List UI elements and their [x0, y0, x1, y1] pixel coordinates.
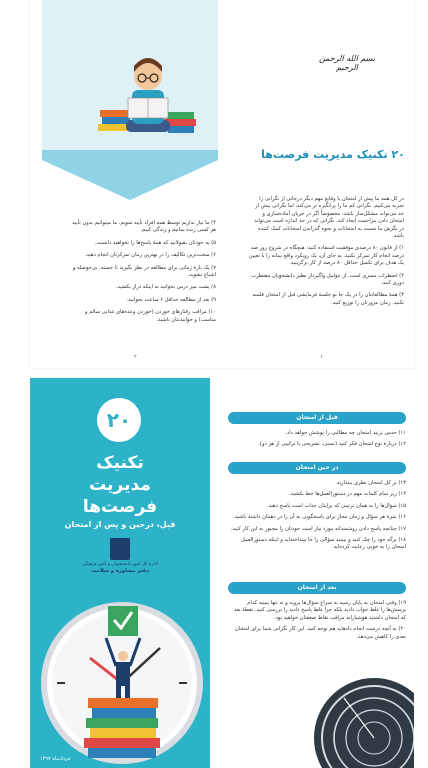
list-item: ۱۳) بر کل امتحان نظری بیندازید.: [335, 480, 406, 486]
org-line: اداره کل امور دانشجویان و امور فرهنگی: [82, 562, 158, 567]
organization-name: [50, 562, 190, 574]
page-number: ۲: [134, 354, 137, 360]
list-item: ۱۴) زیر تمام کلمات مهم در دستورالعمل‌ها خط بکشید.: [288, 491, 406, 498]
section-heading-during: در حین امتحان: [228, 462, 406, 474]
page-number: ۱: [320, 354, 323, 360]
cover-title-line: فرصت‌ها: [82, 497, 158, 517]
publication-date: خردادماه ۱۳۹۷: [40, 756, 71, 762]
list-item: ۹) بعد از مطالعه حداقل ۶ ساعت بخوابید.: [126, 296, 216, 303]
list-item: ۱۱) حدس بزنید امتحان چه مطالبی را پوشش خواهد داد.: [285, 430, 406, 436]
list-item: ۵) به خودتان بقبولانید که همهٔ پاسخ‌ها را نخواهید دانست.: [94, 239, 216, 246]
cover-subtitle: قبل، درحین و پس از امتحان: [64, 520, 176, 529]
list-item: ۱۶) نمرهٔ هر سؤال و زمان مجاز برای پاسخگویی به آن را در ذهنتان داشته باشید.: [233, 514, 406, 521]
basmala: بسم الله الرحمن الرحیم: [318, 54, 376, 72]
clock-books-illustration: [30, 578, 210, 768]
cover-title-line: مدیریت: [89, 475, 151, 495]
list-item: ۸) پشت میز درس بخوانید نه اینکه دراز بکشید.: [115, 284, 216, 291]
university-logo-icon: [110, 538, 130, 560]
intro-paragraph: در کل همه ما پیش از امتحان یا وقایع مهم دیگر درجاتی از نگرانی را تجربه می‌کنیم. نگرانی کم ما را پرانگیزه تر می‌کند، اما نگرانی بیش از حد می‌تواند مشکل‌ساز باشد. مخصوصاً اگر در جریان آماده‌سازی و امتحان دادن مزاحمت ایجاد کند. نگرانی که در حد اندازه است می‌تواند در نگرش ما نسبت به امتحانات و نحوه گذراندن امتحانات کمک کننده باشد.: [254, 196, 404, 240]
list-item: ۲) اضطراب مسری است. از عوامل واگیرداز نظیر دانشجویان مضطرب دوری کنید.: [251, 272, 404, 287]
right-page: [228, 0, 414, 368]
number-badge: [97, 398, 141, 442]
list-item: ۴) ما نیاز نداریم توسط همه افراد تأیید شویم. ما میتوانیم بدون تأیید هر کسی زنده بمانیم و زندگی کنیم.: [72, 220, 216, 234]
list-item: ۶) سخت‌ترین تکالیف را در بهترین زمان تمرکزتان انجام دهید.: [84, 252, 216, 259]
left-page-body: [66, 220, 216, 329]
page-title: ۲۰ تکنیک مدیریت فرصت‌ها: [261, 148, 405, 161]
tips-panel: [220, 378, 414, 768]
cover-title-line: تکنیک: [96, 453, 144, 473]
list-item: ۱۸) برگه خود را چک کنید و ببینید سؤالی را جا نینداخته‌اید و اینکه دستورالعمل امتحان را به خوبی رعایت کرده‌اید.: [241, 537, 406, 551]
list-item: ۱۲) دربارهٔ نوع امتحان فکر کنید (تستی، تشریحی یا ترکیبی از هر دو).: [258, 441, 406, 448]
right-page-body: [248, 196, 404, 312]
cover-panel: [30, 378, 210, 768]
list-item: ۱۹) وقتی امتحان به پایان رسید به سراغ سؤال‌ها بروید و نه تنها ببینید کدام پرسش‌ها را غلط جواب دادید بلکه چرا غلط پاسخ دادید را بررسی کنید. نقطهٔ بعد که امتحان داشتید هوشیارانه مراقب نقاط ضعفتان خواهید بود.: [233, 600, 406, 621]
after-list: [230, 600, 406, 645]
list-item: ۱۵) سؤال‌ها را به همان ترتیبی که برایتان جذاب است پاسخ دهید.: [266, 502, 406, 509]
list-item: ۱۷) چنانچه پاسخ دادن روشمندانه مورد نیاز است خودتان را مجبور به این کار کنید.: [230, 525, 406, 532]
list-item: ۳) همهٔ مطالعاتتان را در یک جا نو جلسهٔ فرمایشی قبل از امتحان قلمبه نکنید. زمان مرورتان را توزیع کنید.: [252, 292, 404, 306]
section-heading-before: قبل از امتحان: [228, 412, 406, 424]
top-spread: [30, 0, 414, 368]
spiral-clock-illustration: [304, 668, 414, 768]
org-line: دفتر مشاوره و سلامت: [91, 568, 149, 574]
list-item: ۲۰) به آنچه درست انجام دادهاید هم توجه کنید. این کار نگرانی شما برای امتحان بعدی را کاهش می‌دهد.: [234, 626, 406, 640]
list-item: ۱۰) مراقب رفتارهای خوردن (خوردن وعده‌های غذایی سالم و مناسب) و خوابیدنتان باشید.: [84, 309, 216, 323]
badge-number: ۲۰: [106, 408, 132, 432]
reading-boy-illustration: [92, 40, 202, 150]
list-item: ۷) یک بازهٔ زمانی برای مطالعه در نظر بگیرید تا خسته، بی‌حوصله و اشباع نشوید.: [72, 264, 216, 279]
during-list: [230, 480, 406, 556]
before-list: [230, 430, 406, 453]
list-item: ۱) از قانون ۸۰ درصدی موفقیت استفاده کنید: هیچگاه در شروع روز صد درصد انجام کار تمرکز نکنید. به جای آن، یک رویکرد واقع بینانه را با تعیین یک هدف برای تکمیل حداقل ۸۰ درصد از کار برگزینید.: [248, 245, 404, 267]
section-heading-after: بعد از امتحان: [228, 582, 406, 594]
bottom-spread: [30, 378, 414, 768]
cover-title: [40, 452, 200, 518]
